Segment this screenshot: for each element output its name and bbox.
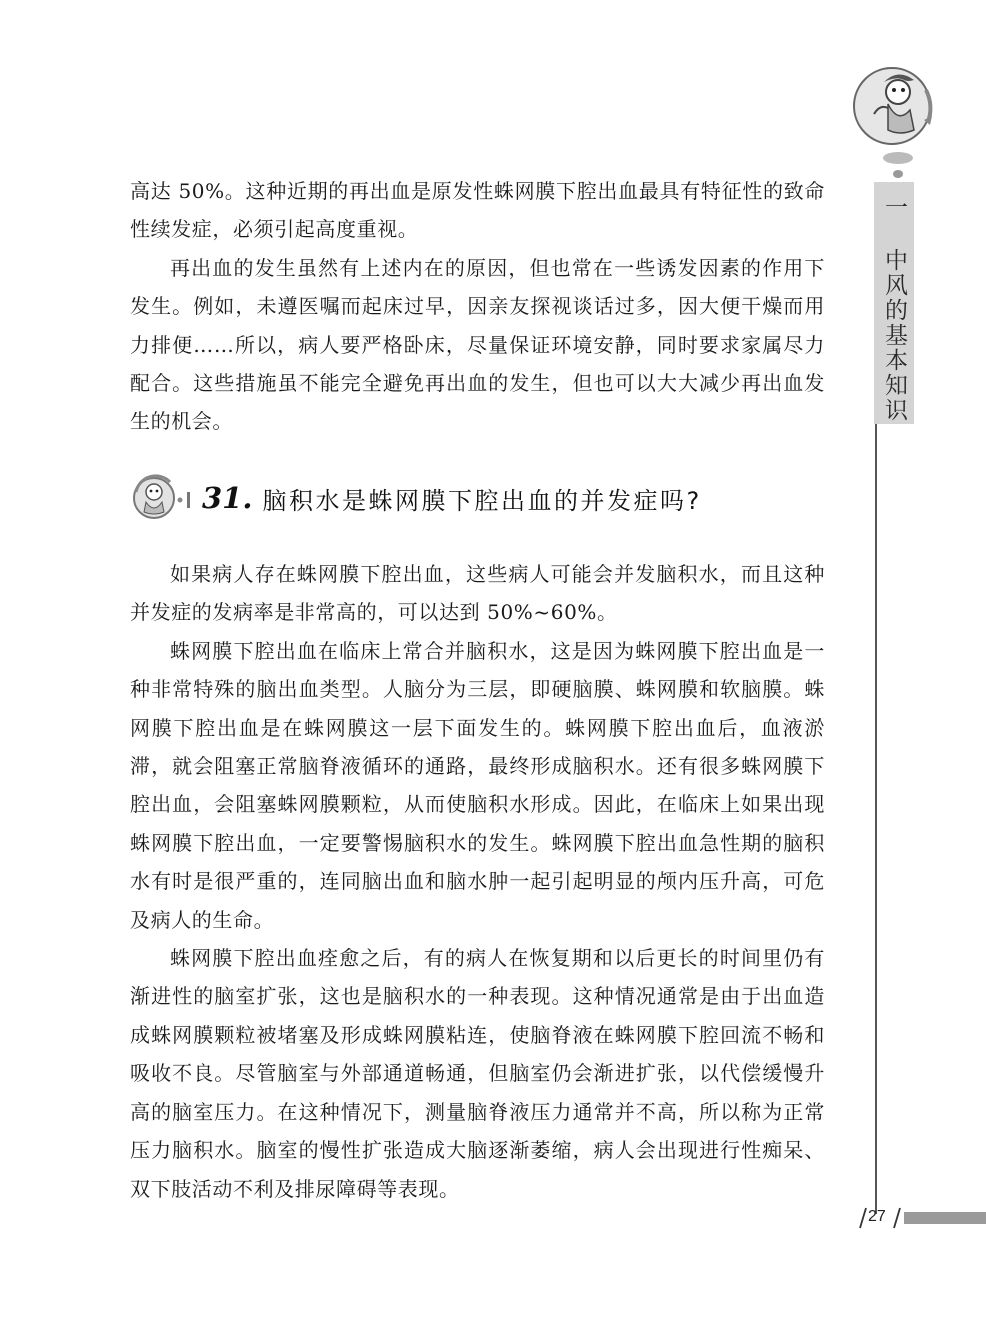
section-heading — [130, 470, 830, 526]
body-text-top — [130, 172, 825, 441]
paragraph: 蛛网膜下腔出血痊愈之后，有的病人在恢复期和以后更长的时间里仍有渐进性的脑室扩张，这也是脑积水的一种表现。这种情况通常是由于出血造成蛛网膜颗粒被堵塞及形成蛛网膜粘连，使脑脊液在蛛网膜下腔回流不畅和吸收不良。尽管脑室与外部通道畅通，但脑室仍会渐进扩张，以代偿缓慢升高的脑室压力。在这种情况下，测量脑脊液压力通常并不高，所以称为正常压力脑积水。脑室的慢性扩张造成大脑逐渐萎缩，病人会出现进行性痴呆、双下肢活动不利及排尿障碍等表现。 — [130, 946, 825, 1201]
chapter-side-label: 一 中风的基本知识 — [881, 195, 907, 423]
section-number: 31. — [202, 481, 253, 515]
paragraph: 如果病人存在蛛网膜下腔出血，这些病人可能会并发脑积水，而且这种并发症的发病率是非常高的，可以达到 50%~60%。 — [130, 562, 825, 625]
page-number: 27 — [868, 1208, 886, 1225]
doctor-cartoon-icon — [848, 60, 944, 156]
paragraph: 高达 50%。这种近期的再出血是原发性蛛网膜下腔出血最具有特征性的致命性续发症，必须引起高度重视。 — [130, 179, 825, 242]
page-number-bar — [904, 1212, 986, 1224]
logo-dots-decoration — [878, 150, 918, 180]
cartoon-bullet-icon — [130, 470, 202, 526]
side-vertical-rule — [875, 424, 877, 1214]
paragraph: 再出血的发生虽然有上述内在的原因，但也常在一些诱发因素的作用下发生。例如，未遵医嘱而起床过早，因亲友探视谈话过多，因大便干燥而用力排便……所以，病人要严格卧床，尽量保证环境安静，同时要求家属尽力配合。这些措施虽不能完全避免再出血的发生，但也可以大大减少再出血发生的机会。 — [130, 255, 825, 434]
page-number-box — [852, 1206, 912, 1230]
paragraph: 蛛网膜下腔出血在临床上常合并脑积水，这是因为蛛网膜下腔出血是一种非常特殊的脑出血类型。人脑分为三层，即硬脑膜、蛛网膜和软脑膜。蛛网膜下腔出血是在蛛网膜这一层下面发生的。蛛网膜下腔出血后，血液淤滞，就会阻塞正常脑脊液循环的通路，最终形成脑积水。还有很多蛛网膜下腔出血，会阻塞蛛网膜颗粒，从而使脑积水形成。因此，在临床上如果出现蛛网膜下腔出血，一定要警惕脑积水的发生。蛛网膜下腔出血急性期的脑积水有时是很严重的，连同脑出血和脑水肿一起引起明显的颅内压升高，可危及病人的生命。 — [130, 638, 825, 932]
section-title: 脑积水是蛛网膜下腔出血的并发症吗? — [262, 486, 702, 515]
body-text-bottom — [130, 555, 825, 1208]
